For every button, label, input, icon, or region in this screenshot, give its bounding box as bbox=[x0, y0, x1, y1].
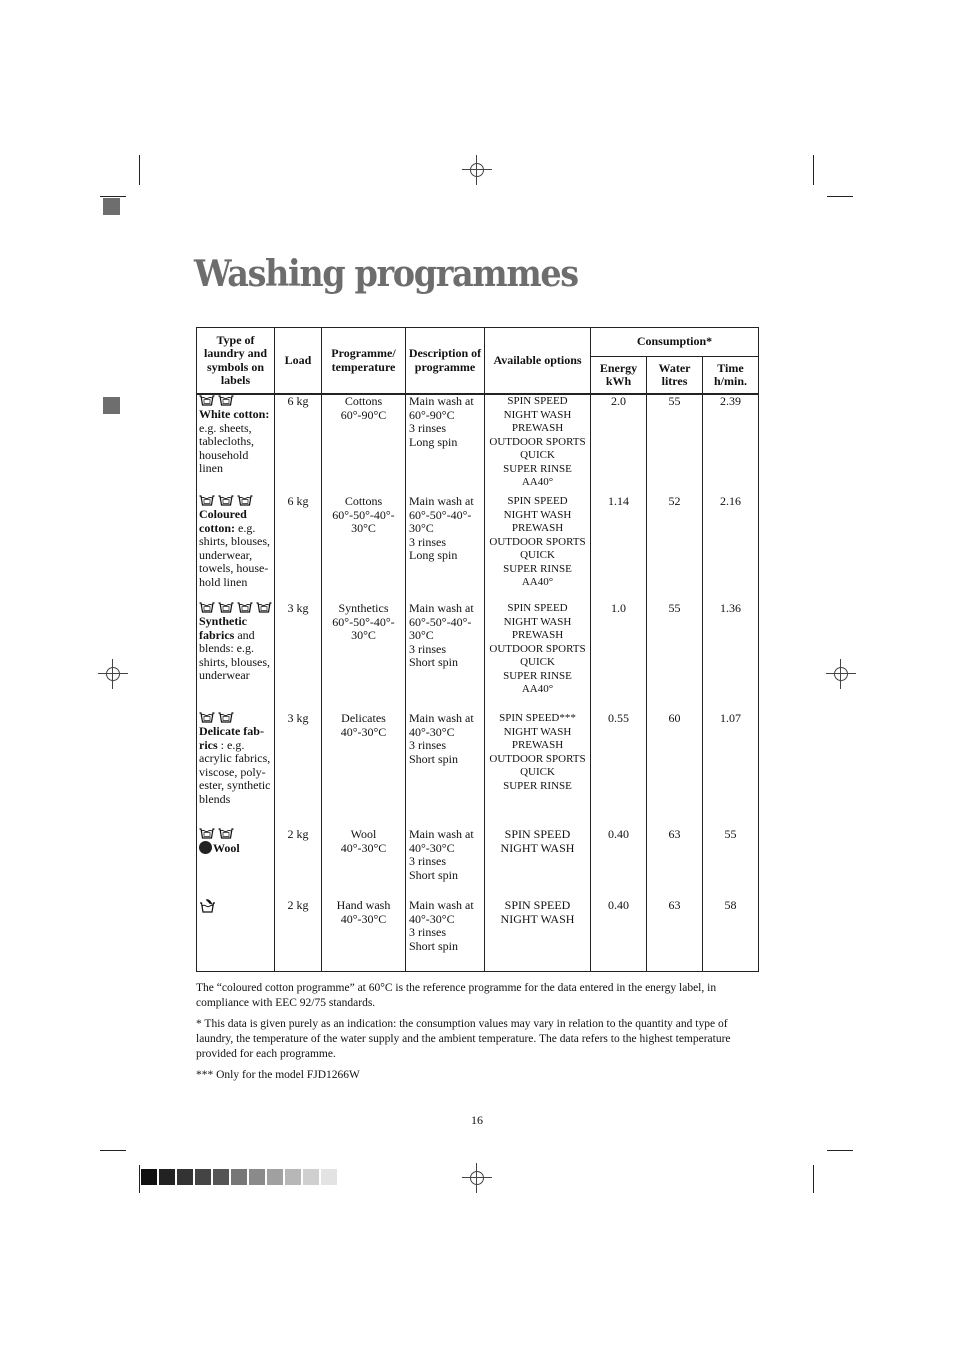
cell-programme bbox=[322, 495, 406, 602]
description-line: Main wash at bbox=[409, 711, 474, 725]
cell-type bbox=[197, 495, 275, 602]
description-line: 3 rinses bbox=[409, 534, 446, 549]
table-row bbox=[197, 712, 759, 828]
laundry-type-examples: e.g. shirts, blouses, underwear, towels, house-hold linen bbox=[199, 520, 271, 589]
description-line: 40°-30°C bbox=[409, 724, 455, 739]
cell-energy: 1.14 bbox=[591, 495, 647, 602]
description-line: 30°C bbox=[409, 628, 434, 642]
programme-line: 30°C bbox=[351, 628, 376, 642]
programme-line: Cottons bbox=[344, 494, 383, 508]
cell-programme bbox=[322, 712, 406, 828]
description-line: 60°-90°C bbox=[409, 407, 455, 422]
laundry-type-text bbox=[199, 408, 274, 476]
wash-tub-icon bbox=[218, 828, 234, 839]
cell-type bbox=[197, 712, 275, 828]
cell-description bbox=[406, 394, 485, 495]
option-item: AA40° bbox=[521, 576, 554, 588]
option-item: SUPER RINSE bbox=[503, 669, 572, 682]
note-asterisk: * This data is given purely as an indication: the consumption values may vary in relation to the quantity and type of laundry, the temperature of the water supply and the ambient temperature. The data refers to the highest temperature provided for each programme. bbox=[196, 1018, 731, 1060]
cell-programme bbox=[322, 602, 406, 712]
wash-tub-icon bbox=[218, 712, 234, 723]
cell-options bbox=[485, 495, 591, 602]
care-symbols bbox=[199, 899, 274, 913]
registration-mark-top bbox=[462, 155, 492, 185]
header-description: Description of programme bbox=[406, 328, 485, 395]
washing-programmes-table bbox=[196, 327, 759, 972]
programme-line: Delicates bbox=[341, 711, 386, 725]
header-energy: Energy kWh bbox=[591, 357, 647, 395]
laundry-type-name: White cotton: bbox=[199, 407, 270, 421]
cell-type bbox=[197, 899, 275, 971]
cell-load: 2 kg bbox=[275, 899, 322, 971]
description-line: Main wash at bbox=[409, 827, 474, 841]
cell-programme bbox=[322, 828, 406, 899]
programme-line: 60°-50°-40°- bbox=[332, 507, 395, 522]
header-type: Type of laundry and symbols on labels bbox=[197, 328, 275, 395]
programme-line: 40°-30°C bbox=[340, 911, 387, 926]
care-symbols bbox=[199, 712, 274, 723]
option-item: QUICK bbox=[520, 766, 555, 778]
programme-line: 60°-90°C bbox=[340, 407, 387, 422]
page-number: 16 bbox=[471, 1113, 483, 1127]
crop-mark bbox=[813, 155, 814, 185]
option-item: OUTDOOR SPORTS bbox=[489, 752, 586, 765]
option-item: QUICK bbox=[520, 656, 555, 668]
cell-options bbox=[485, 712, 591, 828]
cell-type bbox=[197, 394, 275, 495]
description-line: 60°-50°-40°- bbox=[409, 507, 472, 522]
cell-options bbox=[485, 394, 591, 495]
laundry-type-name: Coloured cotton: bbox=[199, 507, 247, 535]
laundry-type-name: Synthetic fabrics bbox=[199, 614, 247, 642]
care-symbols bbox=[199, 602, 274, 613]
cell-water: 63 bbox=[647, 899, 703, 971]
option-item: OUTDOOR SPORTS bbox=[489, 535, 586, 548]
laundry-type-name: Delicate fab-rics bbox=[199, 724, 264, 752]
cell-energy: 1.0 bbox=[591, 602, 647, 712]
description-line: Long spin bbox=[409, 434, 458, 449]
description-line: 3 rinses bbox=[409, 421, 446, 435]
cell-programme bbox=[322, 899, 406, 971]
cell-options bbox=[485, 828, 591, 899]
cell-description bbox=[406, 899, 485, 971]
section-marker-square bbox=[103, 397, 120, 414]
cell-time: 58 bbox=[703, 899, 759, 971]
option-item: PREWASH bbox=[511, 522, 564, 534]
cell-energy: 0.40 bbox=[591, 899, 647, 971]
option-item: SPIN SPEED bbox=[504, 827, 571, 841]
option-item: SUPER RINSE bbox=[503, 562, 572, 575]
option-item: PREWASH bbox=[511, 739, 564, 751]
note-triple-asterisk: *** Only for the model FJD1266W bbox=[196, 1069, 360, 1081]
programme-line: 40°-30°C bbox=[340, 840, 387, 855]
wash-tub-icon bbox=[218, 602, 234, 613]
programme-line: Cottons bbox=[344, 394, 383, 408]
care-symbols bbox=[199, 495, 274, 506]
color-calibration-bar bbox=[141, 1169, 337, 1185]
laundry-type-examples: e.g. sheets, tablecloths, household linen bbox=[199, 420, 254, 475]
page-title: Washing programmes bbox=[194, 253, 578, 295]
description-line: 60°-50°-40°- bbox=[409, 614, 472, 629]
description-line: 3 rinses bbox=[409, 854, 446, 868]
description-line: 3 rinses bbox=[409, 738, 446, 752]
description-line: Main wash at bbox=[409, 394, 474, 408]
cell-water: 63 bbox=[647, 828, 703, 899]
cell-time: 2.39 bbox=[703, 394, 759, 495]
description-line: 30°C bbox=[409, 521, 434, 535]
cell-load: 6 kg bbox=[275, 495, 322, 602]
option-item: AA40° bbox=[521, 476, 554, 488]
cell-load: 3 kg bbox=[275, 602, 322, 712]
wash-tub-icon bbox=[218, 395, 234, 406]
cell-description bbox=[406, 495, 485, 602]
header-options: Available options bbox=[485, 328, 591, 395]
care-symbols bbox=[199, 395, 274, 406]
laundry-type-examples: and blends: e.g. shirts, blouses, underwear bbox=[199, 627, 271, 682]
option-item: SUPER RINSE bbox=[503, 462, 572, 475]
cell-water: 55 bbox=[647, 602, 703, 712]
programme-line: Synthetics bbox=[338, 601, 389, 615]
option-item: NIGHT WASH bbox=[503, 615, 572, 628]
crop-mark bbox=[100, 1150, 126, 1151]
crop-mark bbox=[139, 1165, 140, 1193]
care-symbols bbox=[199, 828, 274, 839]
option-item: OUTDOOR SPORTS bbox=[489, 642, 586, 655]
cell-time: 55 bbox=[703, 828, 759, 899]
wash-tub-icon bbox=[237, 495, 253, 506]
description-line: Main wash at bbox=[409, 898, 474, 912]
crop-mark bbox=[827, 1150, 853, 1151]
table-row bbox=[197, 828, 759, 899]
description-line: Short spin bbox=[409, 655, 459, 669]
wash-tub-icon bbox=[256, 602, 272, 613]
cell-load: 6 kg bbox=[275, 394, 322, 495]
description-line: Long spin bbox=[409, 548, 458, 562]
description-line: 40°-30°C bbox=[409, 840, 455, 855]
hand-wash-icon bbox=[199, 899, 217, 913]
cell-time: 1.36 bbox=[703, 602, 759, 712]
cell-energy: 2.0 bbox=[591, 394, 647, 495]
option-item: SPIN SPEED*** bbox=[499, 712, 576, 724]
cell-load: 3 kg bbox=[275, 712, 322, 828]
note-reference: The “coloured cotton programme” at 60°C is the reference programme for the data entered in the energy label, in compliance with EEC 92/75 standards. bbox=[196, 982, 717, 1009]
table-row bbox=[197, 899, 759, 971]
cell-load: 2 kg bbox=[275, 828, 322, 899]
cell-description bbox=[406, 602, 485, 712]
laundry-type-examples: : e.g. acrylic fabrics, viscose, poly-ester, synthetic blends bbox=[199, 737, 271, 806]
cell-water: 60 bbox=[647, 712, 703, 828]
programme-line: 60°-50°-40°- bbox=[332, 614, 395, 629]
option-item: QUICK bbox=[520, 449, 555, 461]
cell-energy: 0.55 bbox=[591, 712, 647, 828]
header-water: Water litres bbox=[647, 357, 703, 395]
cell-description bbox=[406, 712, 485, 828]
option-item: AA40° bbox=[521, 683, 554, 695]
cell-options bbox=[485, 602, 591, 712]
wash-tub-icon bbox=[199, 395, 215, 406]
option-item: SPIN SPEED bbox=[507, 602, 568, 614]
crop-mark bbox=[139, 155, 140, 185]
cell-type bbox=[197, 828, 275, 899]
header-load: Load bbox=[275, 328, 322, 395]
registration-mark-right bbox=[826, 659, 856, 689]
option-item: NIGHT WASH bbox=[500, 840, 575, 855]
crop-mark bbox=[827, 196, 853, 197]
option-item: QUICK bbox=[520, 549, 555, 561]
laundry-type-text bbox=[199, 615, 274, 683]
description-line: Main wash at bbox=[409, 601, 474, 615]
wash-tub-icon bbox=[199, 712, 215, 723]
option-item: OUTDOOR SPORTS bbox=[489, 435, 586, 448]
description-line: 3 rinses bbox=[409, 925, 446, 939]
programme-line: Hand wash bbox=[336, 898, 391, 912]
programme-line: 40°-30°C bbox=[340, 724, 387, 739]
cell-programme bbox=[322, 394, 406, 495]
option-item: NIGHT WASH bbox=[503, 408, 572, 421]
crop-mark bbox=[100, 196, 126, 197]
cell-options bbox=[485, 899, 591, 971]
option-item: PREWASH bbox=[511, 422, 564, 434]
programme-line: 30°C bbox=[351, 521, 376, 535]
wash-tub-icon bbox=[199, 495, 215, 506]
header-time: Time h/min. bbox=[703, 357, 759, 395]
cell-description bbox=[406, 828, 485, 899]
option-item: NIGHT WASH bbox=[503, 508, 572, 521]
wash-tub-icon bbox=[237, 602, 253, 613]
description-line: Short spin bbox=[409, 867, 459, 882]
laundry-type-text bbox=[199, 725, 274, 806]
table-row bbox=[197, 394, 759, 495]
description-line: 3 rinses bbox=[409, 641, 446, 656]
crop-mark bbox=[813, 1165, 814, 1193]
registration-mark-bottom bbox=[462, 1163, 492, 1193]
section-marker-square bbox=[103, 198, 120, 215]
header-consumption: Consumption* bbox=[591, 328, 759, 357]
wool-icon bbox=[199, 841, 212, 854]
registration-mark-left bbox=[98, 659, 128, 689]
laundry-type-name: Wool bbox=[213, 841, 240, 855]
description-line: Main wash at bbox=[409, 494, 474, 508]
laundry-type-text bbox=[199, 508, 274, 589]
header-programme: Programme/ temperature bbox=[322, 328, 406, 395]
cell-time: 1.07 bbox=[703, 712, 759, 828]
table-row bbox=[197, 602, 759, 712]
cell-time: 2.16 bbox=[703, 495, 759, 602]
laundry-type-text bbox=[199, 841, 274, 856]
cell-type bbox=[197, 602, 275, 712]
option-item: SPIN SPEED bbox=[507, 495, 568, 507]
wash-tub-icon bbox=[218, 495, 234, 506]
description-line: 40°-30°C bbox=[409, 911, 455, 926]
wash-tub-icon bbox=[199, 602, 215, 613]
option-item: NIGHT WASH bbox=[500, 911, 575, 926]
cell-water: 55 bbox=[647, 394, 703, 495]
programme-line: Wool bbox=[350, 827, 377, 841]
option-item: SUPER RINSE bbox=[503, 779, 572, 792]
option-item: SPIN SPEED bbox=[507, 395, 568, 407]
description-line: Short spin bbox=[409, 938, 459, 953]
cell-energy: 0.40 bbox=[591, 828, 647, 899]
table-row bbox=[197, 495, 759, 602]
cell-water: 52 bbox=[647, 495, 703, 602]
option-item: PREWASH bbox=[511, 629, 564, 641]
option-item: SPIN SPEED bbox=[504, 898, 571, 912]
wash-tub-icon bbox=[199, 828, 215, 839]
description-line: Short spin bbox=[409, 751, 459, 766]
option-item: NIGHT WASH bbox=[503, 725, 572, 738]
